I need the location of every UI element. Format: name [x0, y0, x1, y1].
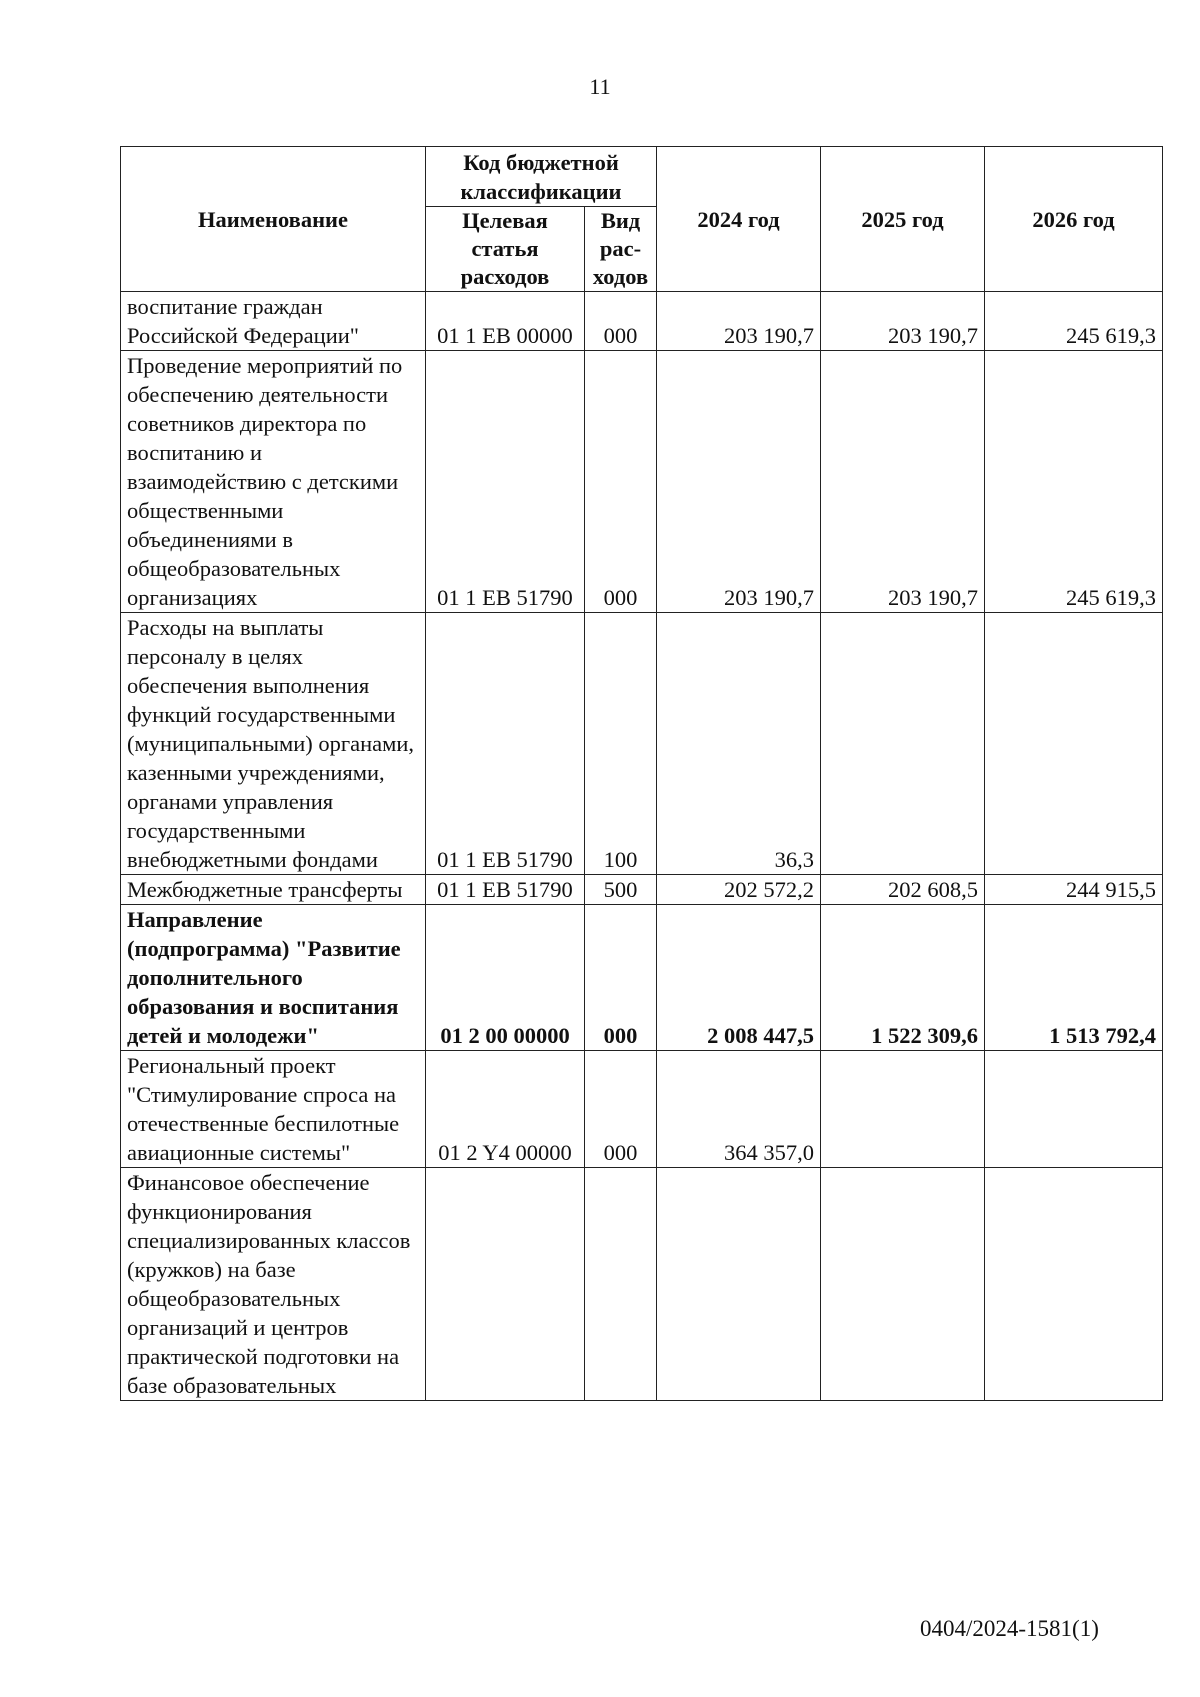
header-name: Наименование — [121, 147, 426, 292]
row-expense-type: 100 — [585, 613, 657, 875]
header-2024: 2024 год — [657, 147, 821, 292]
row-value-2026: 244 915,5 — [985, 875, 1163, 905]
row-target-code: 01 2 00 00000 — [426, 905, 585, 1051]
row-expense-type — [585, 1168, 657, 1401]
row-expense-type: 000 — [585, 292, 657, 351]
row-target-code — [426, 1168, 585, 1401]
row-value-2026 — [985, 1051, 1163, 1168]
row-name: Межбюджетные трансферты — [121, 875, 426, 905]
row-value-2024: 203 190,7 — [657, 292, 821, 351]
document-code: 0404/2024-1581(1) — [920, 1616, 1099, 1641]
row-value-2025 — [821, 1168, 985, 1401]
row-name: Направление (подпрограмма) "Развитие дополнительного образования и воспитания детей и молодежи" — [121, 905, 426, 1051]
table-row — [121, 1051, 1163, 1168]
row-target-code: 01 1 ЕВ 51790 — [426, 613, 585, 875]
row-value-2025 — [821, 613, 985, 875]
table-body — [121, 292, 1163, 1401]
row-value-2024 — [657, 1168, 821, 1401]
table-row — [121, 613, 1163, 875]
row-value-2026: 245 619,3 — [985, 292, 1163, 351]
row-expense-type: 500 — [585, 875, 657, 905]
row-value-2025: 1 522 309,6 — [821, 905, 985, 1051]
row-value-2025 — [821, 1051, 985, 1168]
row-value-2024: 36,3 — [657, 613, 821, 875]
table-row — [121, 875, 1163, 905]
row-expense-type: 000 — [585, 351, 657, 613]
table-row — [121, 905, 1163, 1051]
row-target-code: 01 1 ЕВ 51790 — [426, 875, 585, 905]
header-code-group: Код бюджетной классификации — [426, 147, 657, 207]
row-value-2025: 203 190,7 — [821, 292, 985, 351]
row-value-2024: 364 357,0 — [657, 1051, 821, 1168]
table-row — [121, 1168, 1163, 1401]
row-name: Региональный проект "Стимулирование спроса на отечественные беспилотные авиационные системы" — [121, 1051, 426, 1168]
row-value-2024: 203 190,7 — [657, 351, 821, 613]
budget-table — [120, 146, 1163, 1401]
header-expense-type: Вид рас-ходов — [585, 207, 657, 292]
row-expense-type: 000 — [585, 905, 657, 1051]
row-target-code: 01 2 Y4 00000 — [426, 1051, 585, 1168]
row-value-2024: 2 008 447,5 — [657, 905, 821, 1051]
page-number: 11 — [589, 74, 611, 99]
row-target-code: 01 1 ЕВ 51790 — [426, 351, 585, 613]
row-value-2025: 203 190,7 — [821, 351, 985, 613]
row-expense-type: 000 — [585, 1051, 657, 1168]
table-row — [121, 351, 1163, 613]
row-name: Проведение мероприятий по обеспечению деятельности советников директора по воспитанию и взаимодействию с детскими общественными объединениями в общеобразовательных организациях — [121, 351, 426, 613]
row-value-2026: 245 619,3 — [985, 351, 1163, 613]
row-name: Расходы на выплаты персоналу в целях обеспечения выполнения функций государственными (муниципальными) органами, казенными учреждениями, органами управления государственными внебюджетными фондами — [121, 613, 426, 875]
row-value-2026 — [985, 1168, 1163, 1401]
row-value-2025: 202 608,5 — [821, 875, 985, 905]
row-value-2024: 202 572,2 — [657, 875, 821, 905]
header-2025: 2025 год — [821, 147, 985, 292]
header-2026: 2026 год — [985, 147, 1163, 292]
header-target-article: Целевая статья расходов — [426, 207, 585, 292]
row-name: Финансовое обеспечение функционирования специализированных классов (кружков) на базе общеобразовательных организаций и центров практической подготовки на базе образовательных — [121, 1168, 426, 1401]
row-value-2026 — [985, 613, 1163, 875]
row-name: воспитание граждан Российской Федерации" — [121, 292, 426, 351]
row-value-2026: 1 513 792,4 — [985, 905, 1163, 1051]
table-row — [121, 292, 1163, 351]
row-target-code: 01 1 ЕВ 00000 — [426, 292, 585, 351]
